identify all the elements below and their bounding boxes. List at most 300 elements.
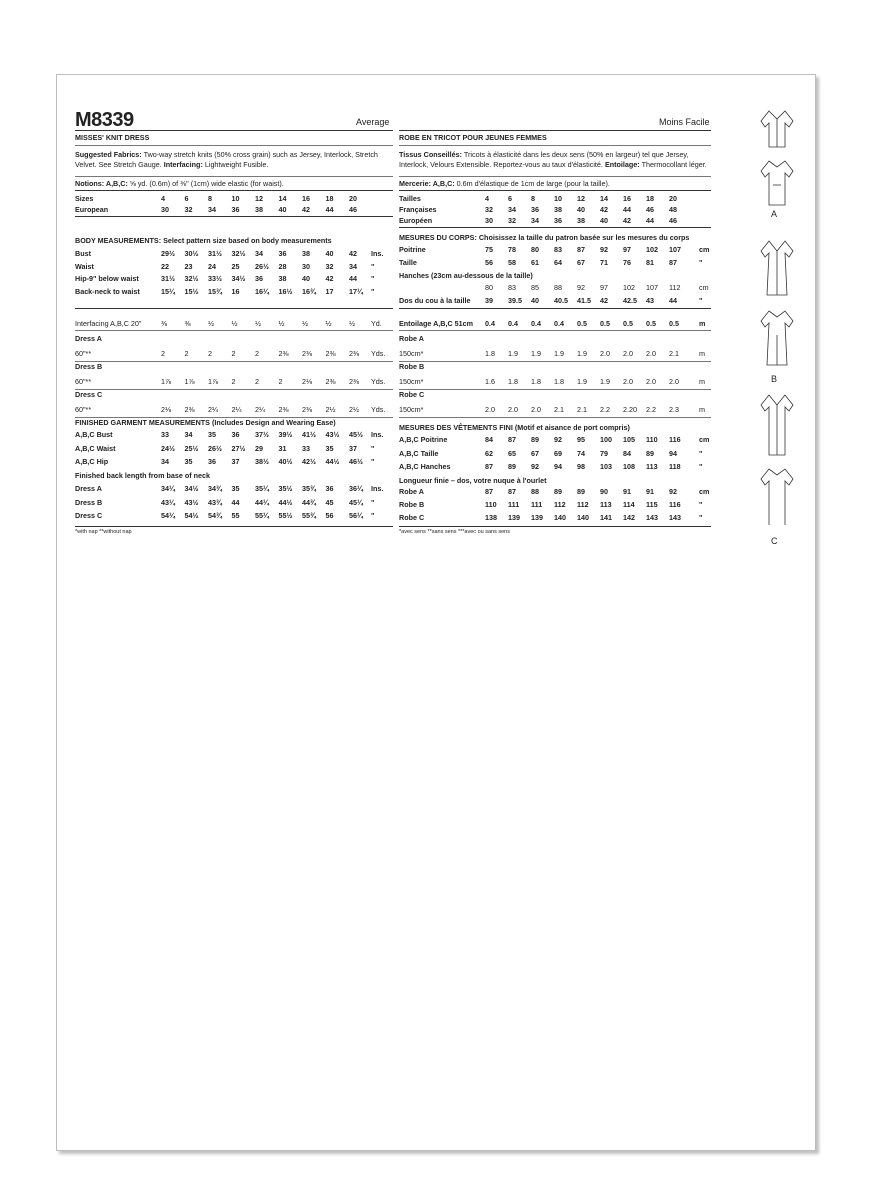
cell-value: 6	[508, 194, 512, 203]
cell-value: 1.9	[508, 349, 518, 358]
cell-value: 1.9	[554, 349, 564, 358]
row-label: Robe C	[399, 513, 425, 522]
cell-value: 92	[531, 462, 539, 471]
row-label: A,B,C Bust	[75, 430, 113, 439]
cell-value: 35	[184, 457, 193, 466]
cell-value: 142	[623, 513, 635, 522]
cell-value: 39½	[278, 430, 293, 439]
cell-value: 89	[646, 448, 654, 458]
cell-value: 94	[669, 448, 677, 458]
cell-value: 31½	[208, 249, 222, 258]
cell-value: 14	[278, 194, 287, 203]
cell-value: 22	[161, 261, 169, 271]
european-row-fr	[399, 216, 711, 225]
yardage-row	[75, 405, 393, 414]
cell-value: 90	[600, 487, 608, 496]
cell-value: 71	[600, 257, 608, 267]
cell-value: 69	[554, 448, 562, 458]
row-label: A,B,C Hanches	[399, 462, 451, 471]
cell-value: 44	[623, 205, 631, 214]
dress-title: Dress A	[75, 334, 102, 343]
cell-value: 33	[302, 443, 310, 453]
cell-value: 0.4	[554, 319, 564, 328]
unit: Yds.	[371, 405, 386, 414]
cell-value: 24½	[161, 443, 175, 453]
cell-value: 89	[554, 487, 562, 496]
cell-value: 34	[184, 430, 193, 439]
cell-value: 46	[349, 205, 357, 214]
cell-value: 110	[646, 435, 658, 444]
cell-value: 89	[531, 435, 539, 444]
cell-value: ⅜	[184, 319, 191, 328]
cell-value: 54¾	[208, 511, 222, 520]
cell-value: 140	[577, 513, 589, 522]
back-length-row-fr	[399, 500, 711, 509]
cell-value: 42	[325, 274, 334, 283]
cell-value: 34¾	[208, 484, 222, 493]
cell-value: 29½	[161, 249, 175, 258]
cell-value: 6	[184, 194, 189, 203]
back-length-heading: Finished back length from base of neck	[75, 471, 210, 480]
cell-value: 32	[508, 216, 516, 225]
interfacing-row	[75, 319, 393, 328]
cell-value: 58	[508, 257, 516, 267]
cell-value: 32½	[231, 249, 246, 258]
body-measurements-heading: BODY MEASUREMENTS: Select pattern size based on body measurements	[75, 236, 332, 245]
yardage-row	[75, 377, 393, 386]
unit: cm	[699, 487, 710, 496]
cell-value: 36	[231, 430, 240, 439]
cell-value: 2.0	[669, 377, 679, 386]
row-label: 60"**	[75, 377, 92, 386]
cell-value: 2.0	[646, 377, 656, 386]
cell-value: 30	[485, 216, 493, 225]
yardage-row-fr	[399, 377, 711, 386]
cell-value: 2.3	[669, 405, 679, 414]
cell-value: 2	[278, 377, 283, 386]
cell-value: 30	[302, 261, 310, 271]
unit: cm	[699, 283, 709, 292]
row-label: Interfacing A,B,C 20"	[75, 319, 142, 328]
row-label: Entoilage A,B,C 51cm	[399, 319, 474, 328]
body-row	[75, 287, 393, 296]
cell-value: 0.5	[600, 319, 610, 328]
cell-value: 2½	[325, 405, 336, 414]
cell-value: 110	[485, 500, 497, 509]
interfacing-row-fr	[399, 319, 711, 328]
cell-value: 42½	[302, 457, 316, 466]
cell-value: 143	[669, 513, 681, 522]
cell-value: 10	[554, 194, 562, 203]
pattern-title: MISSES' KNIT DRESS	[75, 133, 150, 142]
cell-value: 89	[508, 462, 516, 471]
unit: Yd.	[371, 319, 382, 328]
cell-value: 44	[669, 296, 677, 305]
row-label: A,B,C Hip	[75, 457, 109, 466]
row-label: A,B,C Taille	[399, 448, 439, 458]
robe-title: Robe B	[399, 362, 425, 371]
suggested-fabrics-fr: Tissus Conseillés: Tricots à élasticité dans les deux sens (50% en largeur) tel que Jersey, Interlock, Velours Extensible. Reportez-vous au taux d'élasticité. Entoilage: Thermocollant léger.	[399, 150, 707, 169]
cell-value: ½	[255, 319, 261, 328]
yardage-row-fr	[399, 349, 711, 358]
cell-value: 4	[485, 194, 489, 203]
cell-value: ½	[231, 319, 238, 328]
cell-value: 91	[646, 487, 654, 496]
cell-value: 74	[577, 448, 585, 458]
row-label: Hip-9" below waist	[75, 274, 139, 283]
cell-value: 41.5	[577, 296, 591, 305]
row-label: Robe A	[399, 487, 424, 496]
cell-value: ½	[278, 319, 285, 328]
cell-value: 15½	[184, 286, 199, 296]
cell-value: 111	[508, 500, 520, 509]
dress-sketches-icon	[757, 105, 797, 525]
cell-value: 30	[161, 205, 169, 214]
cell-value: 17¼	[349, 286, 363, 296]
cell-value: 16	[231, 286, 240, 296]
cell-value: 46	[646, 205, 654, 214]
cell-value: 2⅜	[325, 349, 336, 358]
sizes-row	[75, 194, 393, 203]
cell-value: 2.0	[623, 349, 633, 358]
unit: Ins.	[371, 484, 384, 493]
cell-value: 2¼	[255, 405, 265, 414]
cell-value: 2⅜	[278, 349, 289, 358]
hip-row-fr	[399, 283, 711, 292]
cell-value: 61	[531, 257, 539, 267]
cell-value: 0.5	[669, 319, 679, 328]
cell-value: 39	[485, 296, 493, 305]
cell-value: 140	[554, 513, 566, 522]
cell-value: 26½	[208, 443, 222, 453]
unit: Ins.	[371, 430, 384, 439]
european-row	[75, 205, 393, 214]
cell-value: 2⅜	[278, 405, 289, 414]
row-label: 60"**	[75, 405, 92, 414]
cell-value: 1.8	[554, 377, 564, 386]
unit: cm	[699, 245, 710, 254]
dress-title: Dress B	[75, 362, 103, 371]
cell-value: 35¼	[255, 484, 269, 493]
cell-value: 16¾	[302, 286, 316, 296]
cell-value: 32	[184, 205, 193, 214]
cell-value: 43	[646, 296, 654, 305]
unit: "	[371, 274, 375, 283]
cell-value: 38½	[255, 457, 269, 466]
cell-value: 45½	[349, 430, 363, 439]
cell-value: 2.1	[669, 349, 679, 358]
row-label: 150cm*	[399, 349, 424, 358]
cell-value: 108	[623, 462, 635, 471]
cell-value: ⅜	[161, 319, 167, 328]
cell-value: 16½	[278, 286, 293, 296]
cell-value: 138	[485, 513, 497, 522]
cell-value: 32	[325, 261, 334, 271]
cell-value: 39.5	[508, 296, 522, 305]
cell-value: 34½	[231, 274, 246, 283]
cell-value: 85	[531, 283, 539, 292]
cell-value: 91	[623, 487, 631, 496]
cell-value: 42	[600, 205, 608, 214]
finished-row-fr	[399, 449, 711, 458]
cell-value: 2.1	[554, 405, 564, 414]
hip-heading-fr: Hanches (23cm au-dessous de la taille)	[399, 271, 533, 280]
unit: Yds.	[371, 349, 386, 358]
cell-value: 44	[325, 205, 334, 214]
view-sketches	[757, 105, 797, 546]
cell-value: 10	[231, 194, 240, 203]
cell-value: 97	[600, 283, 608, 292]
cell-value: 36¼	[349, 484, 363, 493]
cell-value: 18	[646, 194, 654, 203]
cell-value: 38	[278, 274, 287, 283]
cell-value: 17	[325, 286, 334, 296]
cell-value: 111	[531, 500, 543, 509]
cell-value: 46	[669, 216, 677, 225]
cell-value: 113	[646, 462, 658, 471]
cell-value: 35	[208, 430, 216, 439]
cell-value: 2⅜	[302, 349, 312, 358]
back-row-fr	[399, 296, 711, 305]
cell-value: 2⅜	[325, 377, 336, 386]
cell-value: 2⅜	[302, 405, 312, 414]
cell-value: 30½	[184, 249, 199, 258]
cell-value: 43¾	[208, 497, 222, 507]
cell-value: 2.2	[600, 405, 610, 414]
unit: "	[699, 513, 703, 522]
cell-value: 92	[600, 245, 608, 254]
dress-title: Dress C	[75, 390, 103, 399]
cell-value: 38	[554, 205, 562, 214]
cell-value: 102	[623, 283, 635, 292]
cell-value: 36	[278, 249, 287, 258]
cell-value: 2.2	[646, 405, 656, 414]
cell-value: 64	[554, 257, 562, 267]
cell-value: 43¼	[161, 497, 175, 507]
finished-row-fr	[399, 435, 711, 444]
cell-value: 34	[161, 457, 169, 466]
cell-value: 102	[646, 245, 658, 254]
cell-value: 27½	[231, 443, 246, 453]
cell-value: 88	[554, 283, 562, 292]
row-label: Françaises	[399, 205, 437, 214]
cell-value: 62	[485, 448, 493, 458]
finished-row-fr	[399, 462, 711, 471]
cell-value: 35	[325, 443, 334, 453]
cell-value: 42	[623, 216, 631, 225]
cell-value: 8	[531, 194, 535, 203]
cell-value: 25½	[184, 443, 199, 453]
cell-value: 40	[302, 274, 310, 283]
cell-value: 2¼	[231, 405, 242, 414]
cell-value: 88	[531, 487, 539, 496]
cell-value: 105	[623, 435, 635, 444]
cell-value: 36	[325, 484, 334, 493]
yardage-row	[75, 349, 393, 358]
cell-value: 87	[485, 462, 493, 471]
cell-value: 2	[161, 349, 165, 358]
row-label: Waist	[75, 261, 94, 271]
cell-value: 40½	[278, 457, 293, 466]
cell-value: 87	[508, 435, 516, 444]
cell-value: 42	[302, 205, 310, 214]
row-label: Dress C	[75, 511, 103, 520]
cell-value: 1⅞	[208, 377, 218, 386]
unit: "	[699, 448, 703, 458]
cell-value: 33	[161, 430, 169, 439]
cell-value: 0.5	[646, 319, 656, 328]
row-label: Dress A	[75, 484, 102, 493]
cell-value: 1.9	[577, 349, 587, 358]
back-length-row	[75, 511, 393, 520]
row-label: European	[75, 205, 109, 214]
cell-value: 94	[554, 462, 562, 471]
cell-value: 36	[255, 274, 263, 283]
cell-value: 36	[554, 216, 562, 225]
cell-value: 116	[669, 435, 681, 444]
cell-value: 87	[485, 487, 493, 496]
difficulty-level-fr: Moins Facile	[659, 117, 710, 127]
cell-value: 41½	[302, 430, 316, 439]
row-label: Back-neck to waist	[75, 286, 140, 296]
cell-value: 56	[325, 511, 334, 520]
cell-value: 24	[208, 261, 216, 271]
cell-value: 113	[600, 500, 612, 509]
cell-value: 44	[646, 216, 654, 225]
robe-title: Robe A	[399, 334, 424, 343]
cell-value: 1.6	[485, 377, 495, 386]
back-length-row	[75, 484, 393, 493]
cell-value: 1.8	[485, 349, 495, 358]
cell-value: 141	[600, 513, 612, 522]
cell-value: 80	[531, 245, 539, 254]
finished-row	[75, 457, 393, 466]
cell-value: 54½	[184, 511, 199, 520]
cell-value: 35¾	[302, 484, 316, 493]
cell-value: 34	[508, 205, 516, 214]
cell-value: 40	[600, 216, 608, 225]
difficulty-level: Average	[356, 117, 390, 127]
row-label: Sizes	[75, 194, 94, 203]
cell-value: 31½	[161, 274, 175, 283]
cell-value: ½	[208, 319, 214, 328]
unit: "	[699, 462, 703, 471]
row-label: 60"**	[75, 349, 92, 358]
notions-fr: Mercerie: A,B,C: 0.6m d'élastique de 1cm de large (pour la taille).	[399, 179, 610, 188]
unit: "	[371, 261, 375, 271]
cell-value: 2	[208, 349, 212, 358]
cell-value: 43½	[325, 430, 340, 439]
body-row	[75, 274, 393, 283]
cell-value: 2⅜	[349, 349, 359, 358]
cell-value: 2.1	[577, 405, 587, 414]
cell-value: 107	[669, 245, 681, 254]
cell-value: 36	[231, 205, 240, 214]
cell-value: 100	[600, 435, 612, 444]
row-label: Taille	[399, 257, 417, 267]
cell-value: 56¼	[349, 511, 363, 520]
unit: "	[371, 511, 375, 520]
cell-value: 83	[508, 283, 516, 292]
cell-value: 0.4	[531, 319, 541, 328]
row-label: 150cm*	[399, 377, 424, 386]
footnote: *with nap **without nap	[75, 529, 132, 535]
view-label-b: B	[771, 374, 778, 384]
cell-value: 83	[554, 245, 562, 254]
unit: "	[699, 500, 703, 509]
cell-value: 114	[623, 500, 635, 509]
footnote-fr: *avec sens **sans sens ***avec ou sans sens	[399, 529, 510, 535]
cell-value: 16	[623, 194, 631, 203]
yardage-row-fr	[399, 405, 711, 414]
cell-value: 116	[669, 500, 681, 509]
row-label: Poitrine	[399, 245, 426, 254]
cell-value: 1.8	[508, 377, 518, 386]
cell-value: 139	[531, 513, 543, 522]
cell-value: 92	[577, 283, 585, 292]
cell-value: 143	[646, 513, 658, 522]
cell-value: 32½	[184, 274, 199, 283]
cell-value: 34¼	[161, 484, 175, 493]
cell-value: 37	[231, 457, 240, 466]
cell-value: 2	[231, 377, 236, 386]
notions: Notions: A,B,C: ⅝ yd. (0.6m) of ⅜" (1cm) wide elastic (for waist).	[75, 179, 284, 188]
cell-value: 25	[231, 261, 240, 271]
cell-value: 14	[600, 194, 608, 203]
row-label: Dos du cou à la taille	[399, 296, 471, 305]
unit: "	[699, 257, 703, 267]
unit: m	[699, 405, 705, 414]
cell-value: 38	[255, 205, 263, 214]
pattern-title-fr: ROBE EN TRICOT POUR JEUNES FEMMES	[399, 133, 547, 142]
cell-value: 56	[485, 257, 493, 267]
cell-value: 1⅞	[184, 377, 195, 386]
cell-value: 34	[255, 249, 263, 258]
cell-value: 42	[600, 296, 608, 305]
back-length-heading-fr: Longueur finie – dos, votre nuque à l'ourlet	[399, 476, 547, 485]
cell-value: 29	[255, 443, 263, 453]
cell-value: 2	[231, 349, 236, 358]
unit: "	[371, 443, 375, 453]
cell-value: 112	[554, 500, 566, 509]
cell-value: 87	[577, 245, 585, 254]
cell-value: 48	[669, 205, 677, 214]
cell-value: 98	[577, 462, 585, 471]
cell-value: 1.8	[531, 377, 541, 386]
cell-value: 40	[278, 205, 287, 214]
cell-value: 44	[349, 274, 357, 283]
cell-value: 75	[485, 245, 493, 254]
cell-value: 87	[669, 257, 677, 267]
row-label: A,B,C Poitrine	[399, 435, 448, 444]
cell-value: 44½	[278, 497, 293, 507]
pattern-number: M8339	[75, 109, 134, 131]
cell-value: 84	[485, 435, 493, 444]
cell-value: 81	[646, 257, 654, 267]
cell-value: 8	[208, 194, 212, 203]
cell-value: 16	[302, 194, 310, 203]
cell-value: 95	[577, 435, 585, 444]
cell-value: 42.5	[623, 296, 637, 305]
sizes-row-fr	[399, 194, 711, 203]
finished-row	[75, 444, 393, 453]
row-label: 150cm*	[399, 405, 424, 414]
cell-value: 67	[531, 448, 539, 458]
row-label: Dress B	[75, 497, 103, 507]
cell-value: 84	[623, 448, 631, 458]
cell-value: 2½	[349, 405, 359, 414]
cell-value: 0.5	[623, 319, 633, 328]
